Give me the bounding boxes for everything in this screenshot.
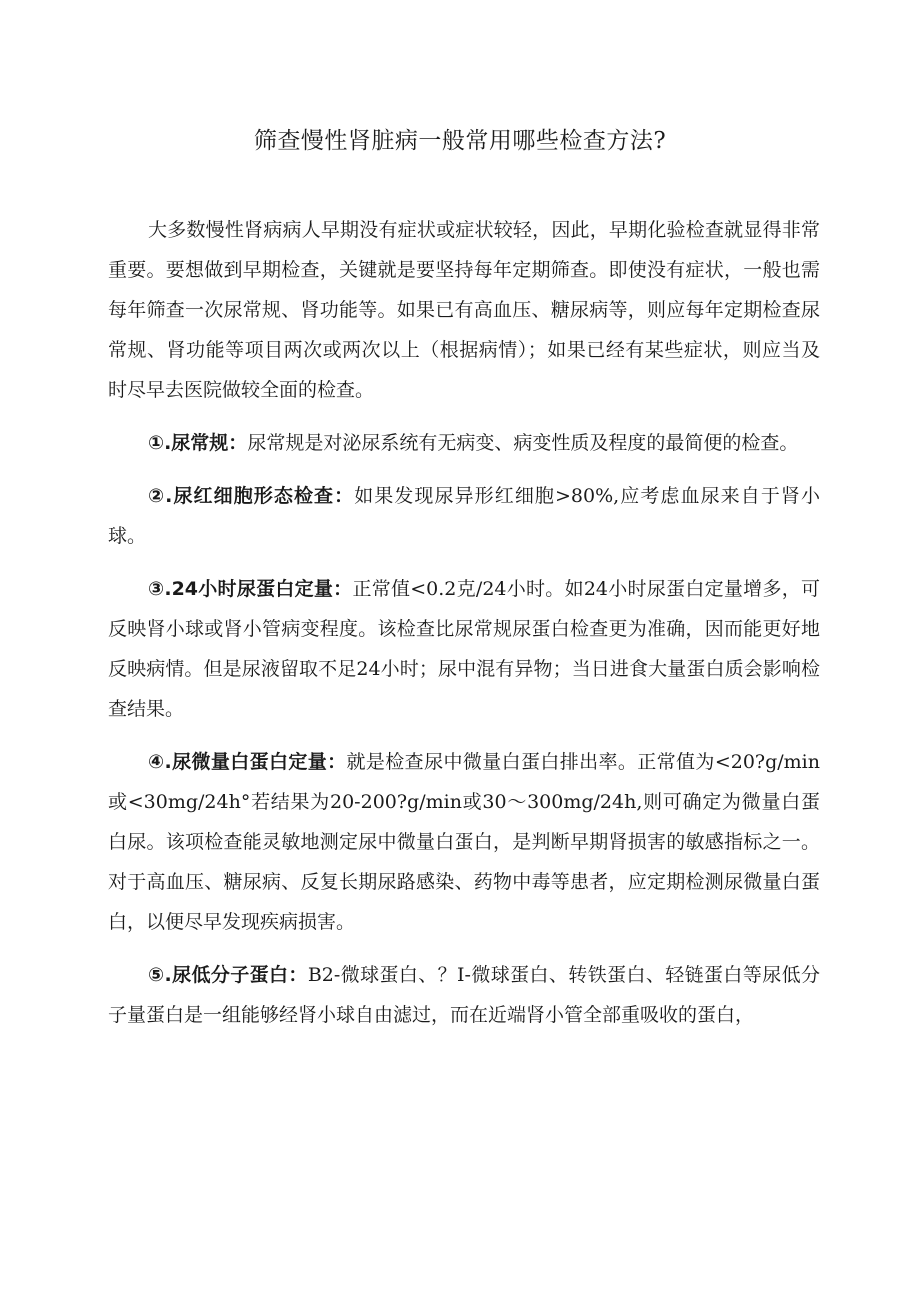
item-text: B2-微球蛋白、？I-微球蛋白、转铁蛋白、轻链蛋白等尿低分子量蛋白是一组能够经肾小球自由滤过，而在近端肾小管全部重吸收的蛋白， bbox=[108, 964, 820, 1026]
item-heading: ②.尿红细胞形态检查： bbox=[148, 485, 355, 507]
item-text: 正常值<0.2克/24小时。如24小时尿蛋白定量增多，可反映肾小球或肾小管病变程度。该检查比尿常规尿蛋白检查更为准确，因而能更好地反映病情。但是尿液留取不足24小时；尿中混有异物；当日进食大量蛋白质会影响检查结果。 bbox=[108, 578, 820, 720]
item-microalbumin bbox=[108, 742, 820, 942]
item-text: 如果发现尿异形红细胞>80%,应考虑血尿来自于肾小球。 bbox=[108, 485, 820, 547]
item-heading: ③.24小时尿蛋白定量： bbox=[148, 578, 353, 600]
item-urine-routine bbox=[108, 423, 820, 463]
item-heading: ⑤.尿低分子蛋白： bbox=[148, 964, 308, 986]
item-heading: ①.尿常规： bbox=[148, 432, 248, 454]
document-body bbox=[108, 210, 820, 1048]
item-24h-protein bbox=[108, 569, 820, 729]
intro-paragraph: 大多数慢性肾病病人早期没有症状或症状较轻，因此，早期化验检查就显得非常重要。要想做到早期检查，关键就是要坚持每年定期筛查。即使没有症状，一般也需每年筛查一次尿常规、肾功能等。如果已有高血压、糖尿病等，则应每年定期检查尿常规、肾功能等项目两次或两次以上（根据病情）；如果已经有某些症状，则应当及时尽早去医院做较全面的检查。 bbox=[108, 219, 820, 401]
item-text: 尿常规是对泌尿系统有无病变、病变性质及程度的最简便的检查。 bbox=[247, 432, 799, 454]
item-heading: ④.尿微量白蛋白定量： bbox=[148, 751, 347, 773]
item-text: 就是检查尿中微量白蛋白排出率。正常值为<20?g/min或<30mg/24h°若结果为20-200?g/min或30～300mg/24h,则可确定为微量白蛋白尿。该项检查能灵敏地测定尿中微量白蛋白，是判断早期肾损害的敏感指标之一。对于高血压、糖尿病、反复长期尿路感染、药物中毒等患者，应定期检测尿微量白蛋白，以便尽早发现疾病损害。 bbox=[108, 751, 820, 933]
item-rbc-morphology bbox=[108, 476, 820, 556]
document-title: 筛查慢性肾脏病一般常用哪些检查方法? bbox=[253, 128, 667, 154]
item-low-molecular-protein bbox=[108, 955, 820, 1035]
